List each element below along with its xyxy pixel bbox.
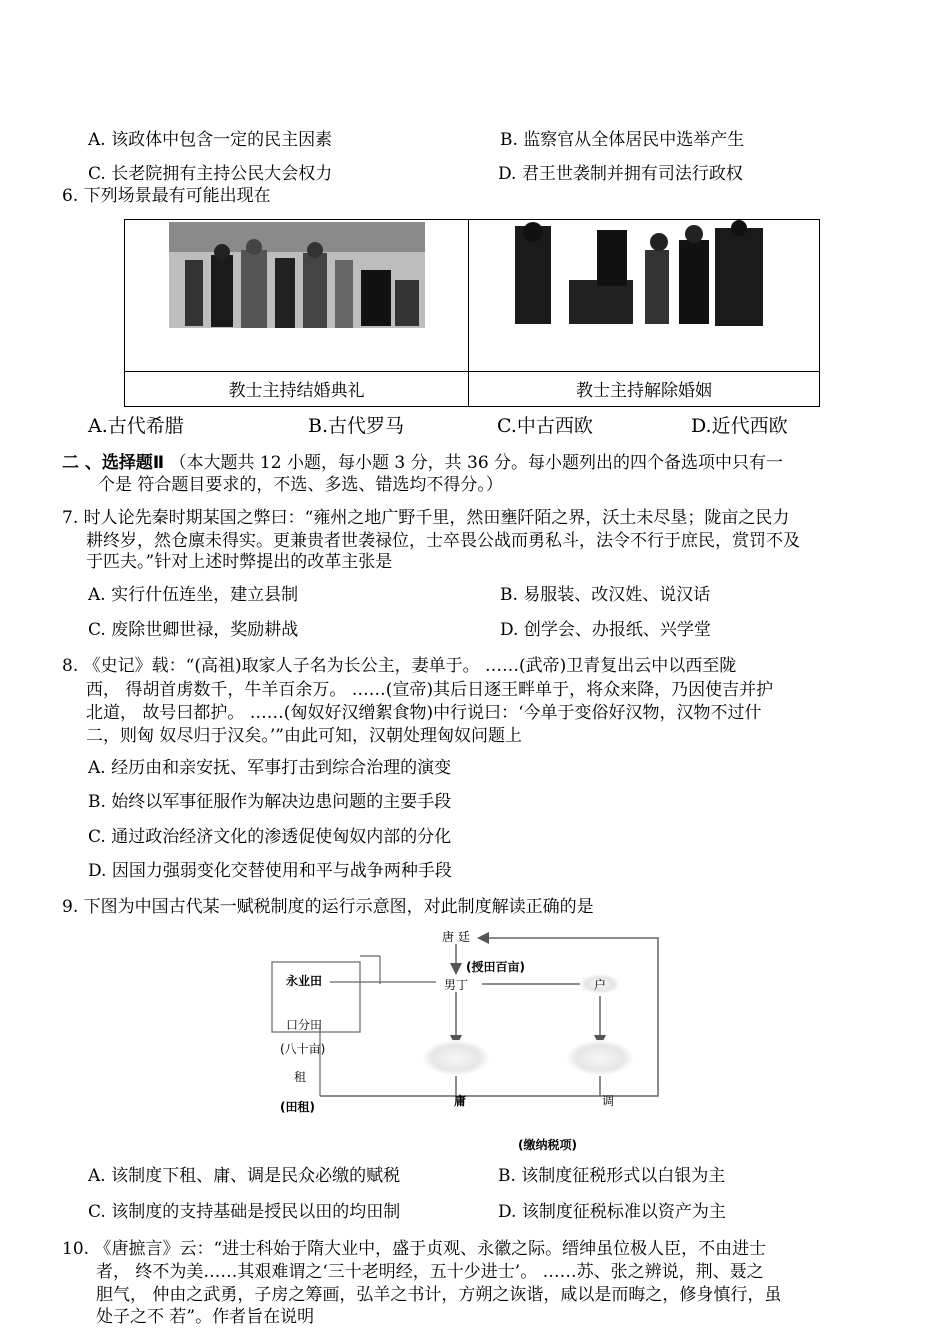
- q8-option-d: D. 因国力强弱变化交替使用和平与战争两种手段: [88, 861, 452, 881]
- label-kou-fen-tian: 口分田: [286, 1018, 323, 1032]
- q9-option-a: A. 该制度下租、庸、调是民众必缴的赋税: [88, 1166, 401, 1186]
- q6-right-caption-cell: [468, 371, 820, 407]
- q7-stem-line2: 耕终岁，然仓廪未得实。更兼贵者世袭禄位，士卒畏公战而勇私斗，法令不行于庶民，赏罚不及: [86, 531, 800, 551]
- annulment-illustration: [469, 220, 819, 371]
- q7-stem-line1: 7. 时人论先秦时期某国之弊曰：“雍州之地广野千里，然田壅阡陌之界，沃土未尽垦；陇亩之民力: [62, 508, 790, 528]
- q8-stem-line2: 西， 得胡首虏数千，牛羊百余万。 ……(宣帝)其后日逐王畔单于，将众来降，乃因使吉并护: [86, 680, 774, 700]
- q6-stem: 6. 下列场景最有可能出现在: [62, 186, 271, 206]
- label-nan-ding: 男丁: [444, 978, 469, 992]
- q5-option-c: C. 长老院拥有主持公民大会权力: [88, 164, 333, 184]
- q9-option-b: B. 该制度征税形式以白银为主: [498, 1166, 726, 1186]
- q10-stem-line2: 者， 终不为美……其艰难谓之‘三十老明经，五十少进士’。 ……苏、张之辨说，荆、聂之: [96, 1262, 764, 1282]
- q10-stem-line4: 处子之不 若”。作者旨在说明: [96, 1307, 315, 1327]
- label-zu: 租: [294, 1070, 307, 1084]
- label-tian-zu: (田租): [280, 1100, 315, 1114]
- q9-option-c: C. 该制度的支持基础是授民以田的均田制: [88, 1202, 401, 1222]
- label-diao: 调: [602, 1094, 615, 1108]
- q6-left-caption-cell: [124, 371, 469, 407]
- q9-stem: 9. 下图为中国古代某一赋税制度的运行示意图，对此制度解读正确的是: [62, 897, 594, 917]
- q8-option-c: C. 通过政治经济文化的渗透促使匈奴内部的分化: [88, 827, 452, 847]
- label-shou-tian: (授田百亩): [466, 960, 525, 974]
- q6-option-b: B.古代罗马: [308, 415, 405, 437]
- q6-option-d: D.近代西欧: [691, 415, 788, 437]
- label-yong: 庸: [454, 1094, 467, 1108]
- q5-option-a: A. 该政体中包含一定的民主因素: [88, 130, 333, 150]
- q8-stem-line4: 二，则匈 奴尽归于汉矣。’”由此可知，汉朝处理匈奴问题上: [86, 726, 522, 746]
- section2-desc-line2: 个是 符合题目要求的，不选、多选、错选均不得分。）: [98, 475, 503, 495]
- q8-option-a: A. 经历由和亲安抚、军事打击到综合治理的演变: [88, 758, 452, 778]
- q7-option-c: C. 废除世卿世禄，奖励耕战: [88, 620, 299, 640]
- q7-option-d: D. 创学会、办报纸、兴学堂: [500, 620, 711, 640]
- section2-heading: [62, 452, 783, 474]
- q10-stem-line3: 胆气， 仲由之武勇，子房之筹画，弘羊之书计，方朔之诙谐，咸以是而晦之，修身慎行，虽: [96, 1285, 782, 1305]
- q7-option-a: A. 实行什伍连坐，建立县制: [88, 585, 299, 605]
- q8-stem-line3: 北道， 故号曰都护。 ……(匈奴好汉缯絮食物)中行说曰：‘今单于变俗好汉物，汉物不过什: [86, 703, 762, 723]
- q6-left-image-cell: [124, 219, 469, 372]
- q5-option-b: B. 监察官从全体居民中选举产生: [500, 130, 745, 150]
- label-yong-ye-tian: 永业田: [286, 974, 323, 988]
- label-tang-ting: 唐 廷: [442, 930, 470, 944]
- q5-option-d: D. 君王世袭制并拥有司法行政权: [498, 164, 743, 184]
- q6-caption-right: 教士主持解除婚姻: [576, 381, 712, 401]
- q8-stem-line1: 8. 《史记》载：“(高祖)取家人子名为长公主，妻单于。 ……(武帝)卫青复出云中以西至陇: [62, 656, 737, 676]
- label-hu: 户: [594, 978, 607, 992]
- tax-system-diagram: [260, 926, 680, 1156]
- q6-option-a: A.古代希腊: [88, 415, 184, 437]
- q10-stem-line1: 10. 《唐摭言》云：“进士科始于隋大业中，盛于贞观、永徽之际。缙绅虽位极人臣，不由进士: [62, 1239, 767, 1259]
- section2-title: 二 、选择题Ⅱ: [62, 453, 165, 473]
- q7-stem-line3: 于匹夫。”针对上述时弊提出的改革主张是: [86, 552, 393, 572]
- section2-desc-line1: （本大题共 12 小题，每小题 3 分，共 36 分。每小题列出的四个备选项中只有一: [169, 453, 784, 473]
- q6-option-c: C.中古西欧: [497, 415, 593, 437]
- q9-option-d: D. 该制度征税标准以资产为主: [498, 1202, 726, 1222]
- wedding-illustration: [125, 220, 468, 371]
- q6-right-image-cell: [468, 219, 820, 372]
- label-ba-shi-mu: (八十亩): [280, 1042, 326, 1056]
- q8-option-b: B. 始终以军事征服作为解决边患问题的主要手段: [88, 792, 452, 812]
- label-jiao-na: (缴纳税项): [518, 1138, 577, 1152]
- q7-option-b: B. 易服装、改汉姓、说汉话: [500, 585, 711, 605]
- q6-caption-left: 教士主持结婚典礼: [228, 381, 365, 401]
